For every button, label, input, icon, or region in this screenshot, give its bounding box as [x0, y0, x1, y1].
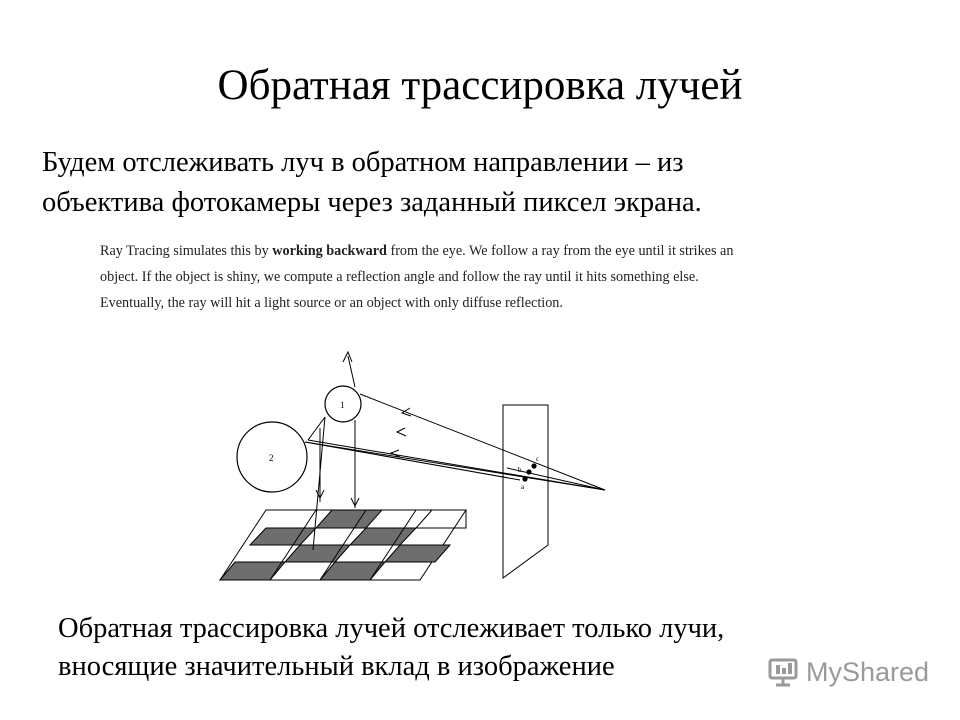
slide-title: Обратная трассировка лучей — [217, 62, 743, 109]
conclusion-line-2: вносящие значительный вклад в изображение — [58, 651, 615, 682]
english-excerpt — [100, 238, 750, 316]
point-c-label: c — [536, 455, 540, 463]
excerpt-part-2: from the eye. We follow a ray from the eye until it strikes an object. If the object is shiny, we compute a reflection angle and follow the ray until it hits something else. Eventually, the ray will hit a light source or an object with only diffuse reflection. — [100, 243, 734, 311]
point-a-label: a — [521, 483, 525, 491]
intro-text — [42, 143, 942, 223]
intro-line-2: объектива фотокамеры через заданный пиксел экрана. — [42, 187, 702, 218]
sphere-2-label: 2 — [269, 453, 274, 463]
watermark — [766, 652, 929, 692]
conclusion-line-1: Обратная трассировка лучей отслеживает только лучи, — [58, 613, 725, 644]
point-b-label: b — [518, 466, 522, 474]
image-plane — [503, 405, 548, 578]
checkerboard-floor — [220, 510, 466, 580]
sphere-1-label: 1 — [340, 400, 345, 410]
watermark-text: MyShared — [806, 656, 930, 687]
ray-tracing-diagram — [200, 340, 640, 590]
excerpt-part-1: Ray Tracing simulates this by — [100, 243, 273, 259]
presentation-screen-icon — [766, 655, 800, 689]
ray-arrows — [316, 352, 411, 506]
excerpt-bold: working backward — [272, 243, 387, 259]
intro-line-1: Будем отслеживать луч в обратном направлении – из — [42, 147, 684, 178]
conclusion-text — [58, 610, 878, 686]
